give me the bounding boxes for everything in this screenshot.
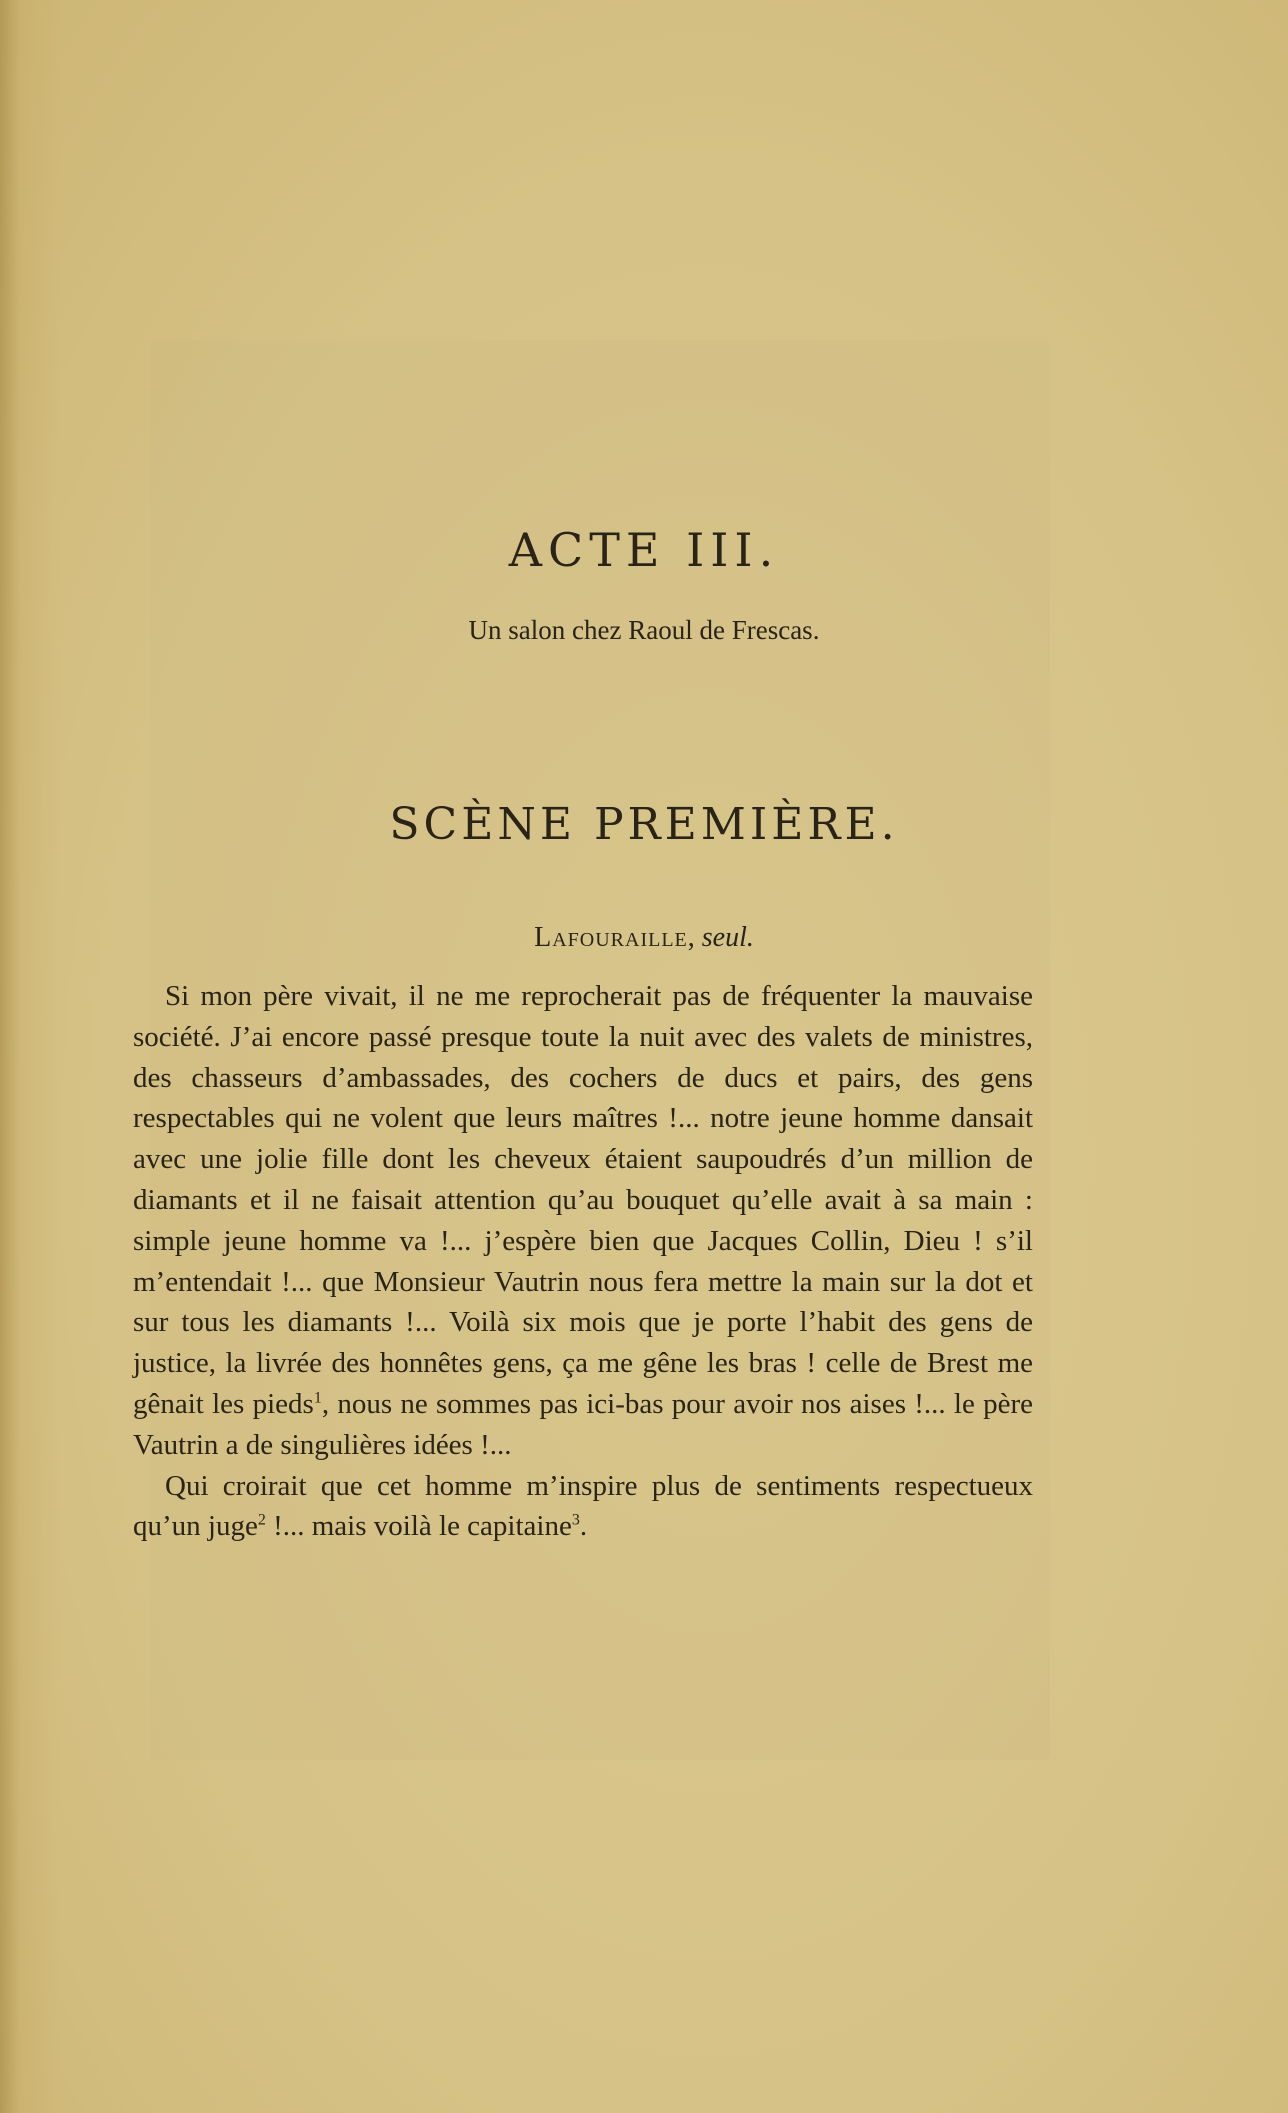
speaker-separator: ,	[687, 922, 702, 953]
paragraph-1-text-b: , nous ne sommes pas ici-bas pour avoir nos aises !... le père Vautrin a de singulières idées !...	[133, 1387, 1033, 1461]
paragraph-2-text-c: .	[579, 1510, 588, 1543]
paragraph-1	[133, 976, 1033, 1466]
paragraph-2	[133, 1466, 1033, 1548]
scene-title: SCÈNE PREMIÈRE.	[389, 799, 899, 850]
stage-direction: seul.	[701, 922, 754, 953]
monologue-text	[133, 976, 1033, 1547]
scene-setting: Un salon chez Raoul de Frescas.	[468, 615, 820, 645]
act-title: ACTE III.	[508, 523, 780, 577]
footnote-ref-3: 3	[571, 1511, 580, 1529]
paragraph-2-text-a: Qui croirait que cet homme m’inspire plus de sentiments respectueux qu’un juge	[133, 1469, 1033, 1543]
footnote-ref-1: 1	[313, 1389, 322, 1407]
paragraph-1-text-a: Si mon père vivait, il ne me reprocherait pas de fréquenter la mauvaise société. J’ai encore passé presque toute la nuit avec des valets de ministres, des chasseurs d’ambassades, des cochers de ducs et pairs, des gens respectables qui ne volent que leurs maîtres !... notre jeune homme dansait avec une jolie fille dont les cheveux étaient saupoudrés d’un million de diamants et il ne faisait attention qu’au bouquet qu’elle avait à sa main : simple jeune homme va !... j’espère bien que Jacques Collin, Dieu ! s’il m’entendait !... que Monsieur Vautrin nous fera mettre la main sur la dot et sur tous les diamants !... Voilà six mois que je porte l’habit des gens de justice, la livrée des honnêtes gens, ça me gêne les bras ! celle de Brest me gênait les pieds	[133, 980, 1033, 1420]
speaker-name: Lafouraille	[534, 922, 688, 953]
footnote-ref-2: 2	[257, 1511, 266, 1529]
speaker-heading	[0, 918, 1288, 958]
paragraph-2-text-b: !... mais voilà le capitaine	[265, 1510, 572, 1543]
